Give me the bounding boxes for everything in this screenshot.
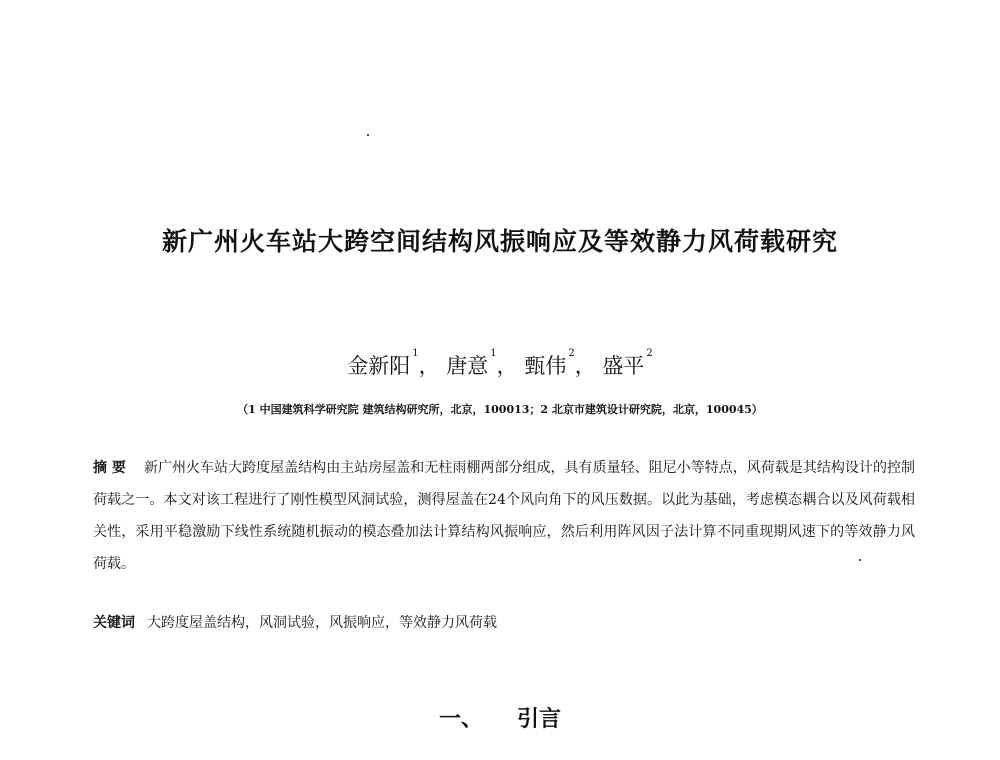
section-heading [0, 702, 1000, 733]
section-title: 引言 [517, 707, 562, 732]
keywords-block [93, 612, 915, 632]
author-name: 唐意 [446, 354, 489, 378]
author-affiliation-mark: 2 [646, 348, 653, 359]
section-number: 一、 [438, 707, 483, 732]
author-separator: ， [574, 354, 596, 378]
author-separator: ， [496, 354, 518, 378]
scan-speck [367, 134, 369, 136]
author-separator: ， [418, 354, 440, 378]
author-affiliation-mark: 1 [490, 348, 497, 359]
author-list [0, 350, 1000, 380]
author-affiliation-mark: 2 [568, 348, 575, 359]
abstract-text: 新广州火车站大跨度屋盖结构由主站房屋盖和无柱雨棚两部分组成，具有质量轻、阻尼小等特点，风荷载是其结构设计的控制荷载之一。本文对该工程进行了刚性模型风洞试验，测得屋盖在24个风向角下的风压数据。以此为基础，考虑模态耦合以及风荷载相关性，采用平稳激励下线性系统随机振动的模态叠加法计算结构风振响应，然后利用阵风因子法计算不同重现期风速下的等效静力风荷载。 [93, 460, 915, 572]
author-name: 盛平 [602, 354, 645, 378]
author-name: 金新阳 [347, 354, 411, 378]
abstract-block [93, 452, 915, 580]
paper-title: 新广州火车站大跨空间结构风振响应及等效静力风荷载研究 [161, 227, 838, 256]
affiliation-line: （1 中国建筑科学研究院 建筑结构研究所，北京，100013；2 北京市建筑设计研究院，北京，100045） [237, 403, 763, 416]
keywords-label: 关键词 [93, 615, 135, 631]
keywords-text: 大跨度屋盖结构，风洞试验，风振响应，等效静力风荷载 [147, 615, 497, 631]
author-name: 甄伟 [524, 354, 567, 378]
author-affiliation-mark: 1 [412, 348, 419, 359]
abstract-label: 摘 要 [93, 460, 126, 476]
